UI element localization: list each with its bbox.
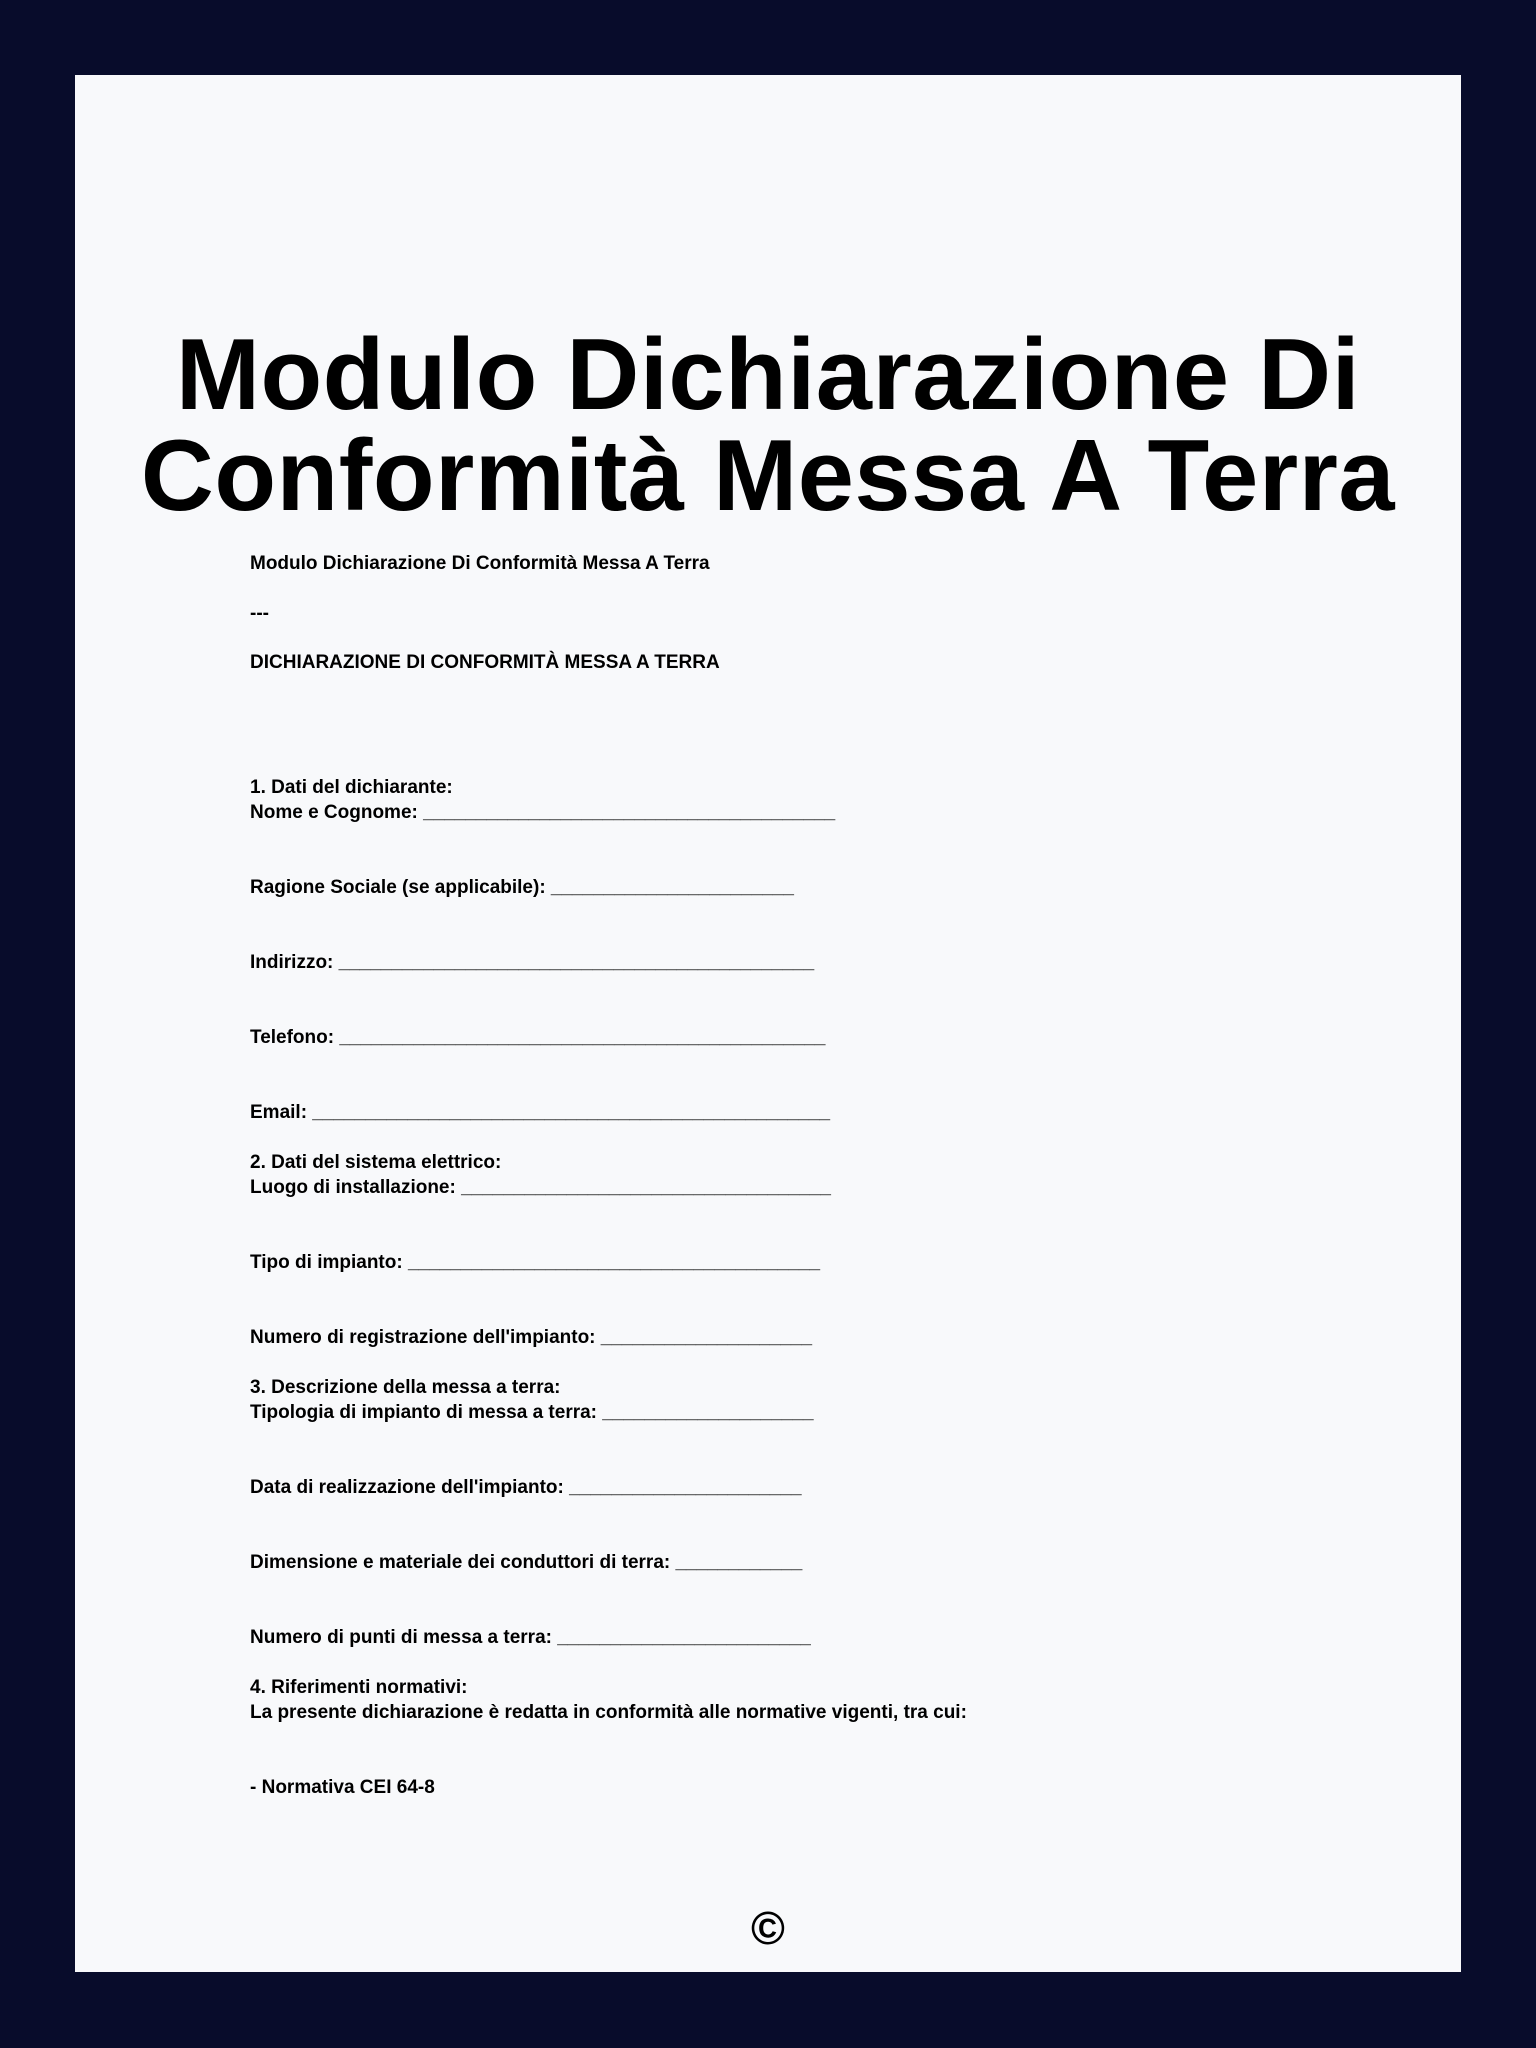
normative-intro: La presente dichiarazione è redatta in conformità alle normative vigenti, tra cui: xyxy=(250,1702,967,1723)
field-numero-punti: Numero di punti di messa a terra: ________________________ xyxy=(250,1627,811,1648)
document-page xyxy=(75,75,1461,1972)
declaration-heading: DICHIARAZIONE DI CONFORMITÀ MESSA A TERRA xyxy=(250,652,720,673)
field-telefono: Telefono: ______________________________________________ xyxy=(250,1027,826,1048)
section-2-heading: 2. Dati del sistema elettrico: xyxy=(250,1152,502,1173)
normative-item: - Normativa CEI 64-8 xyxy=(250,1777,435,1798)
doc-heading: Modulo Dichiarazione Di Conformità Messa A Terra xyxy=(250,553,710,574)
section-1-heading: 1. Dati del dichiarante: xyxy=(250,777,453,798)
field-ragione-sociale: Ragione Sociale (se applicabile): _______________________ xyxy=(250,877,794,898)
separator: --- xyxy=(250,603,269,624)
field-data-realizzazione: Data di realizzazione dell'impianto: ______________________ xyxy=(250,1477,802,1498)
field-dimensione-conduttori: Dimensione e materiale dei conduttori di terra: ____________ xyxy=(250,1552,803,1573)
section-3-heading: 3. Descrizione della messa a terra: xyxy=(250,1377,561,1398)
field-indirizzo: Indirizzo: _____________________________________________ xyxy=(250,952,815,973)
document-body xyxy=(250,75,1350,1798)
title-line-2: Conformità Messa A Terra xyxy=(140,420,1396,532)
field-nome-cognome: Nome e Cognome: _______________________________________ xyxy=(250,802,836,823)
field-tipo-impianto: Tipo di impianto: _______________________________________ xyxy=(250,1252,821,1273)
field-luogo-installazione: Luogo di installazione: ___________________________________ xyxy=(250,1177,831,1198)
field-tipologia-messa-terra: Tipologia di impianto di messa a terra: ____________________ xyxy=(250,1402,814,1423)
title-line-1: Modulo Dichiarazione Di xyxy=(175,319,1361,431)
section-4-heading: 4. Riferimenti normativi: xyxy=(250,1677,468,1698)
copyright-symbol: © xyxy=(751,1902,785,1954)
field-email: Email: _________________________________________________ xyxy=(250,1102,831,1123)
field-numero-registrazione: Numero di registrazione dell'impianto: ____________________ xyxy=(250,1327,813,1348)
